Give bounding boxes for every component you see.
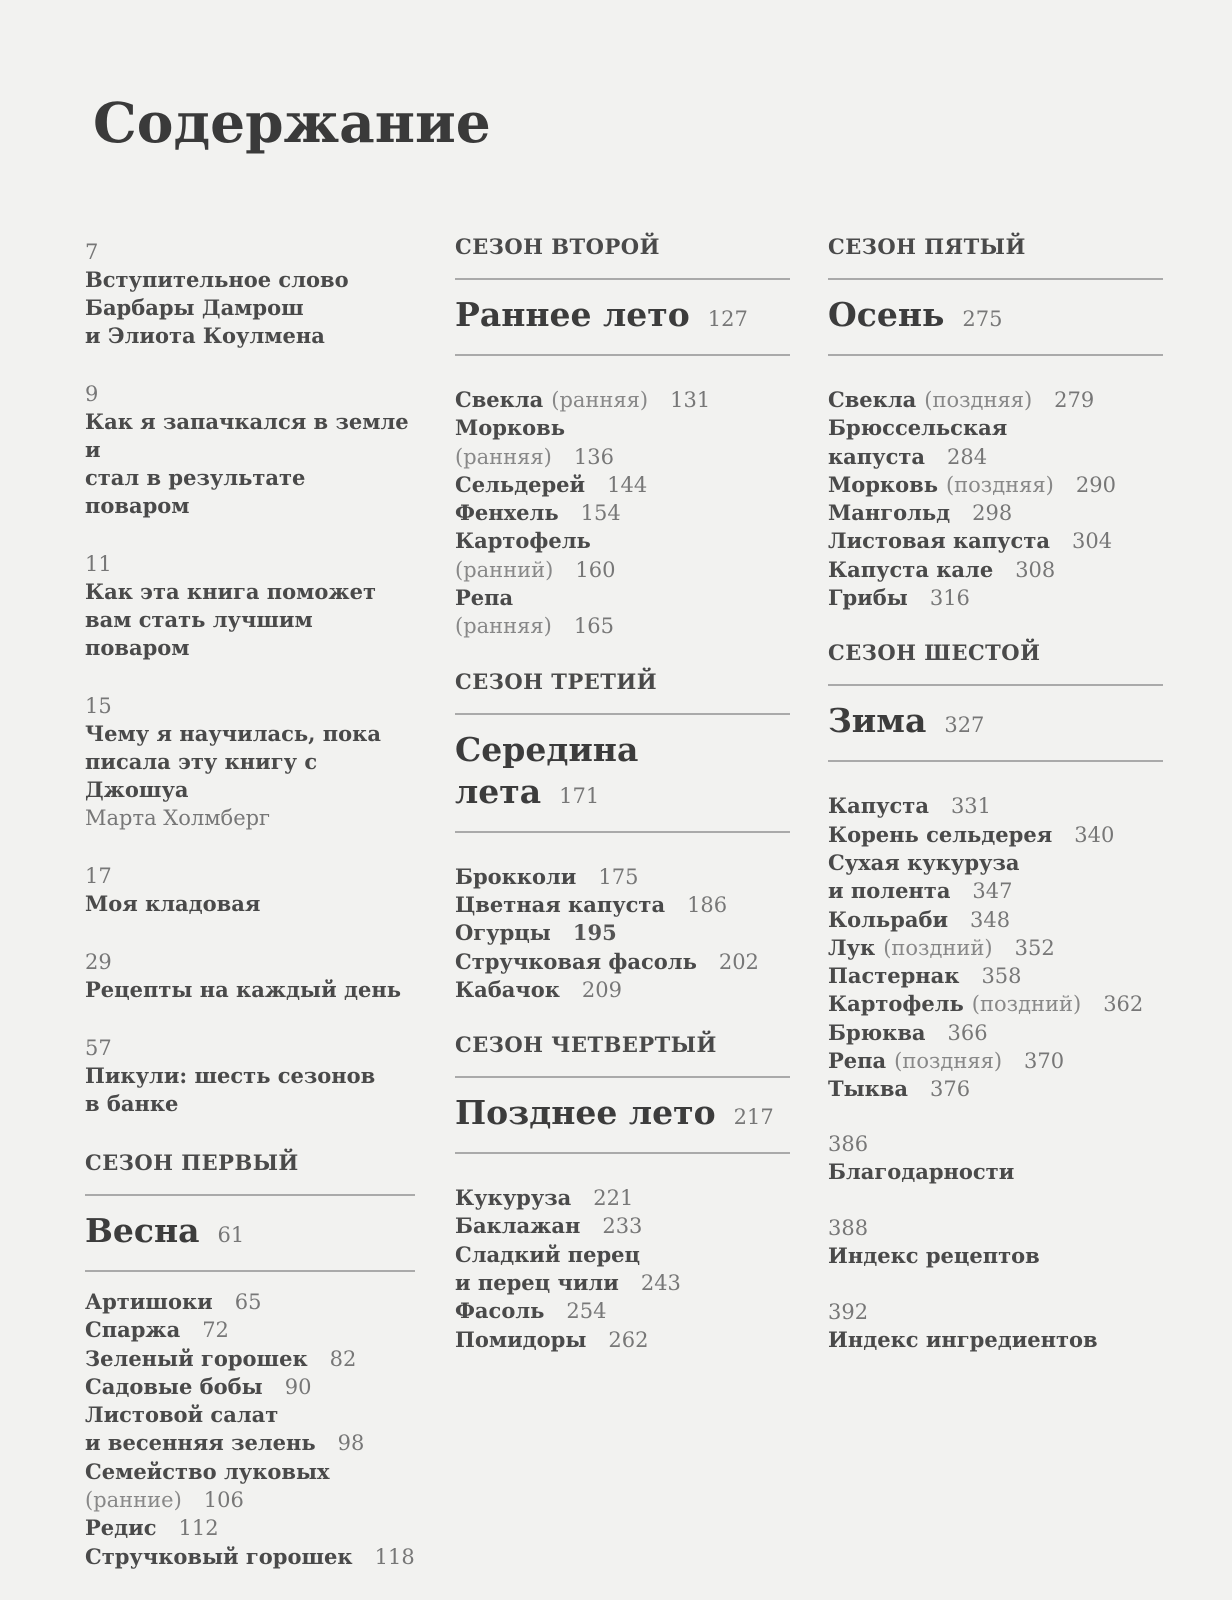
item-name: Кабачок bbox=[455, 976, 560, 1002]
item-page: 366 bbox=[947, 1020, 988, 1045]
item-page: 352 bbox=[1014, 935, 1055, 960]
item-note: (ранний) bbox=[455, 557, 554, 582]
item-name: капуста bbox=[828, 443, 925, 469]
item-name: Сельдерей bbox=[455, 471, 586, 497]
item-name: Корень сельдерея bbox=[828, 821, 1053, 847]
item-name: и полента bbox=[828, 878, 951, 904]
season-label: СЕЗОН ШЕСТОЙ bbox=[828, 638, 1163, 686]
toc-item[interactable] bbox=[828, 990, 1163, 1018]
entry-title-line: Рецепты на каждый день bbox=[85, 977, 401, 1002]
season-page: 61 bbox=[217, 1223, 245, 1247]
item-note: (ранняя) bbox=[551, 388, 649, 412]
item-name: Фасоль bbox=[455, 1298, 545, 1324]
item-name: Спаржа bbox=[85, 1317, 181, 1343]
item-name: Грибы bbox=[828, 585, 908, 611]
toc-item[interactable] bbox=[85, 1514, 415, 1542]
toc-item[interactable] bbox=[828, 1047, 1163, 1075]
entry-page: 29 bbox=[85, 950, 112, 974]
season-items bbox=[455, 1184, 790, 1354]
toc-item[interactable] bbox=[455, 584, 790, 612]
item-page: 175 bbox=[598, 864, 639, 889]
toc-item[interactable] bbox=[455, 499, 790, 527]
item-name: Лук bbox=[828, 934, 876, 960]
entry-title-line: Как я запачкался в земле и bbox=[85, 409, 409, 462]
season-page: 275 bbox=[962, 307, 1003, 331]
item-name: Пастернак bbox=[828, 963, 960, 989]
toc-item[interactable] bbox=[828, 556, 1163, 584]
season-items bbox=[455, 863, 790, 1004]
toc-item[interactable] bbox=[455, 1269, 790, 1297]
season-6 bbox=[828, 638, 1163, 1103]
item-page: 279 bbox=[1054, 388, 1095, 412]
item-name: и весенняя зелень bbox=[85, 1430, 316, 1456]
entry-page: 386 bbox=[828, 1131, 869, 1156]
toc-item[interactable] bbox=[455, 386, 790, 414]
toc-item[interactable] bbox=[828, 414, 1163, 442]
item-name: Брюква bbox=[828, 1019, 926, 1045]
item-name: Стручковая фасоль bbox=[455, 948, 697, 974]
season-items bbox=[455, 386, 790, 641]
item-name: Кольраби bbox=[828, 906, 949, 932]
toc-column-1 bbox=[85, 238, 415, 1597]
item-page: 72 bbox=[202, 1318, 229, 1343]
toc-item[interactable] bbox=[455, 1212, 790, 1240]
item-name: Репа bbox=[455, 585, 514, 611]
season-heading[interactable] bbox=[85, 1196, 415, 1272]
season-name: Позднее лето bbox=[455, 1093, 716, 1133]
item-page: 331 bbox=[950, 794, 992, 819]
toc-entry[interactable] bbox=[85, 238, 415, 350]
toc-item[interactable] bbox=[828, 934, 1163, 962]
toc-item[interactable] bbox=[455, 471, 790, 499]
entry-page: 57 bbox=[85, 1036, 112, 1060]
toc-entry[interactable] bbox=[828, 1214, 1163, 1270]
season-heading[interactable] bbox=[455, 1078, 790, 1154]
item-name: Капуста кале bbox=[828, 556, 994, 582]
toc-item[interactable] bbox=[455, 527, 790, 555]
toc-item[interactable] bbox=[455, 1184, 790, 1212]
item-page: 348 bbox=[970, 907, 1011, 932]
toc-item[interactable] bbox=[828, 471, 1163, 499]
item-page: 144 bbox=[607, 472, 648, 497]
item-name: Фенхель bbox=[455, 500, 559, 526]
item-name: Зеленый горошек bbox=[85, 1345, 308, 1371]
toc-item[interactable] bbox=[85, 1316, 415, 1344]
season-heading[interactable] bbox=[828, 280, 1163, 356]
item-name: Листовой салат bbox=[85, 1402, 279, 1428]
item-page: 209 bbox=[581, 977, 622, 1002]
toc-entry[interactable] bbox=[85, 380, 415, 520]
item-page: 118 bbox=[374, 1544, 415, 1569]
toc-item[interactable] bbox=[85, 1288, 415, 1316]
toc-item[interactable] bbox=[85, 1345, 415, 1373]
item-page: 347 bbox=[972, 879, 1013, 904]
toc-item[interactable] bbox=[828, 962, 1163, 990]
toc-item[interactable] bbox=[85, 1373, 415, 1401]
entry-title-line: Как эта книга поможет bbox=[85, 579, 377, 604]
toc-item[interactable] bbox=[828, 443, 1163, 471]
entry-title-line: Моя кладовая bbox=[85, 891, 261, 916]
season-page: 217 bbox=[733, 1105, 774, 1130]
item-note: (поздний) bbox=[971, 992, 1082, 1017]
item-name: Свекла bbox=[828, 387, 917, 412]
season-label: СЕЗОН ТРЕТИЙ bbox=[455, 667, 790, 715]
toc-item[interactable] bbox=[455, 976, 790, 1004]
toc-item[interactable] bbox=[828, 906, 1163, 934]
item-name: Картофель bbox=[828, 991, 964, 1017]
toc-item[interactable] bbox=[85, 1458, 415, 1486]
item-name: Капуста bbox=[828, 793, 929, 819]
back-matter-list bbox=[828, 1130, 1163, 1354]
item-name: Мангольд bbox=[828, 500, 951, 526]
toc-entry[interactable] bbox=[85, 1034, 415, 1118]
season-items bbox=[828, 386, 1163, 612]
toc-item[interactable] bbox=[455, 863, 790, 891]
season-label: СЕЗОН ВТОРОЙ bbox=[455, 232, 790, 280]
item-name: Картофель bbox=[455, 528, 591, 554]
entry-page: 11 bbox=[85, 552, 112, 576]
entry-page: 7 bbox=[85, 240, 99, 264]
toc-item[interactable] bbox=[85, 1486, 415, 1514]
item-page: 298 bbox=[972, 501, 1013, 526]
toc-entry[interactable] bbox=[85, 550, 415, 662]
season-label: СЕЗОН ЧЕТВЕРТЫЙ bbox=[455, 1030, 790, 1078]
toc-entry[interactable] bbox=[828, 1130, 1163, 1186]
item-note: (поздний) bbox=[883, 935, 993, 960]
item-page: 340 bbox=[1074, 822, 1115, 847]
season-name: Раннее лето bbox=[455, 295, 690, 334]
toc-entry[interactable] bbox=[85, 862, 415, 918]
item-page: 233 bbox=[602, 1214, 643, 1239]
entry-title-line: Вступительное слово bbox=[85, 267, 349, 292]
item-page: 243 bbox=[640, 1271, 681, 1296]
item-page: 284 bbox=[947, 444, 988, 469]
item-page: 376 bbox=[930, 1077, 971, 1102]
toc-item[interactable] bbox=[828, 821, 1163, 849]
item-page: 112 bbox=[178, 1516, 219, 1541]
item-page: 98 bbox=[337, 1431, 365, 1456]
toc-item[interactable] bbox=[455, 1241, 790, 1269]
season-5 bbox=[828, 232, 1163, 612]
item-page: 65 bbox=[234, 1290, 262, 1314]
toc-item[interactable] bbox=[828, 792, 1163, 820]
item-name: Репа bbox=[828, 1048, 887, 1074]
item-name: Свекла bbox=[455, 387, 544, 412]
toc-item[interactable] bbox=[455, 443, 790, 471]
page-title: Содержание bbox=[93, 90, 491, 155]
item-name: Сухая кукуруза bbox=[828, 849, 1020, 875]
season-2 bbox=[455, 232, 790, 641]
entry-title-line: писала эту книгу с Джошуа bbox=[85, 749, 318, 802]
intro-list bbox=[85, 238, 415, 1118]
item-page: 358 bbox=[981, 964, 1022, 989]
season-heading[interactable] bbox=[828, 686, 1163, 762]
season-label: СЕЗОН ПЯТЫЙ bbox=[828, 232, 1163, 280]
item-page: 362 bbox=[1103, 992, 1144, 1017]
item-page: 308 bbox=[1015, 557, 1056, 582]
toc-item[interactable] bbox=[455, 612, 790, 640]
season-page: 171 bbox=[559, 783, 600, 808]
toc-item[interactable] bbox=[828, 877, 1163, 905]
season-4 bbox=[455, 1030, 790, 1354]
item-name: Артишоки bbox=[85, 1289, 213, 1314]
entry-title: Индекс ингредиентов bbox=[828, 1326, 1098, 1352]
item-page: 136 bbox=[573, 444, 614, 469]
item-page: 195 bbox=[572, 920, 617, 946]
item-name: Морковь bbox=[828, 471, 938, 497]
item-name: Листовая капуста bbox=[828, 528, 1050, 554]
item-note: (поздняя) bbox=[924, 388, 1033, 412]
item-page: 82 bbox=[329, 1346, 357, 1371]
item-page: 262 bbox=[608, 1327, 649, 1352]
toc-item[interactable] bbox=[455, 891, 790, 919]
item-name: Баклажан bbox=[455, 1213, 581, 1239]
season-name: Зима bbox=[828, 701, 927, 741]
entry-title-line: и Элиота Коулмена bbox=[85, 323, 325, 348]
season-3 bbox=[455, 667, 790, 1004]
toc-column-2 bbox=[455, 232, 790, 1380]
season-label: СЕЗОН ПЕРВЫЙ bbox=[85, 1148, 415, 1196]
item-name: Брюссельская bbox=[828, 415, 1008, 441]
toc-item[interactable] bbox=[828, 584, 1163, 612]
item-page: 165 bbox=[573, 614, 614, 639]
toc-item[interactable] bbox=[828, 499, 1163, 527]
item-name: Сладкий перец bbox=[455, 1241, 641, 1267]
entry-page: 392 bbox=[828, 1299, 869, 1324]
toc-item[interactable] bbox=[828, 386, 1163, 414]
toc-item[interactable] bbox=[828, 1075, 1163, 1103]
item-page: 370 bbox=[1024, 1049, 1065, 1074]
item-name: и перец чили bbox=[455, 1270, 619, 1296]
toc-entry[interactable] bbox=[85, 948, 415, 1004]
item-name: Помидоры bbox=[455, 1326, 587, 1352]
entry-title-line: в банке bbox=[85, 1091, 179, 1116]
season-name: Весна bbox=[85, 1211, 200, 1250]
item-name: Тыква bbox=[828, 1076, 909, 1102]
toc-item[interactable] bbox=[455, 1326, 790, 1354]
toc-item[interactable] bbox=[455, 919, 790, 947]
toc-item[interactable] bbox=[85, 1429, 415, 1457]
item-name: Кукуруза bbox=[455, 1185, 572, 1211]
item-name: Садовые бобы bbox=[85, 1373, 263, 1399]
toc-column-3 bbox=[828, 232, 1163, 1382]
season-page: 327 bbox=[944, 713, 985, 738]
entry-title-line: стал в результате поваром bbox=[85, 465, 306, 518]
toc-entry[interactable] bbox=[85, 692, 415, 832]
item-name: Огурцы bbox=[455, 920, 551, 946]
item-page: 221 bbox=[593, 1186, 634, 1211]
item-note: (ранние) bbox=[85, 1488, 182, 1513]
entry-page: 17 bbox=[85, 864, 112, 888]
item-name: Брокколи bbox=[455, 863, 577, 889]
item-note: (поздняя) bbox=[945, 472, 1054, 497]
season-name-line-2: лета bbox=[455, 771, 542, 811]
item-note: (поздняя) bbox=[894, 1049, 1003, 1074]
season-name-line-1: Середина bbox=[455, 729, 639, 769]
season-items bbox=[85, 1288, 415, 1571]
season-items bbox=[828, 792, 1163, 1103]
toc-item[interactable] bbox=[455, 414, 790, 442]
season-page: 127 bbox=[707, 307, 748, 331]
item-note: (ранняя) bbox=[455, 444, 552, 469]
season-heading[interactable] bbox=[455, 715, 790, 833]
item-page: 106 bbox=[203, 1488, 244, 1513]
item-page: 131 bbox=[670, 388, 711, 412]
toc-item[interactable] bbox=[828, 1019, 1163, 1047]
item-page: 202 bbox=[718, 949, 759, 974]
item-name: Стручковый горошек bbox=[85, 1543, 353, 1569]
season-1 bbox=[85, 1148, 415, 1571]
entry-title-line: Чему я научилась, пока bbox=[85, 721, 381, 746]
item-name: Морковь bbox=[455, 415, 565, 441]
toc-entry[interactable] bbox=[828, 1298, 1163, 1354]
item-note: (ранняя) bbox=[455, 614, 552, 639]
toc-item[interactable] bbox=[828, 527, 1163, 555]
item-name: Редис bbox=[85, 1515, 157, 1541]
item-page: 290 bbox=[1075, 472, 1116, 497]
season-heading[interactable] bbox=[455, 280, 790, 356]
entry-page: 9 bbox=[85, 382, 99, 406]
entry-author: Марта Холмберг bbox=[85, 806, 271, 830]
entry-title-line: вам стать лучшим поваром bbox=[85, 607, 313, 660]
toc-item[interactable] bbox=[85, 1401, 415, 1429]
item-page: 160 bbox=[575, 557, 616, 582]
toc-item[interactable] bbox=[455, 556, 790, 584]
item-page: 304 bbox=[1071, 529, 1113, 554]
toc-item[interactable] bbox=[85, 1543, 415, 1571]
item-name: Семейство луковых bbox=[85, 1458, 330, 1484]
entry-title: Индекс рецептов bbox=[828, 1242, 1040, 1268]
item-page: 154 bbox=[580, 501, 621, 526]
toc-item[interactable] bbox=[828, 849, 1163, 877]
entry-title: Благодарности bbox=[828, 1158, 1015, 1184]
entry-page: 15 bbox=[85, 694, 112, 718]
item-page: 316 bbox=[929, 586, 970, 611]
item-page: 254 bbox=[566, 1299, 607, 1324]
season-name: Осень bbox=[828, 295, 945, 334]
entry-title-line: Пикули: шесть сезонов bbox=[85, 1063, 376, 1088]
entry-title-line: Барбары Дамрош bbox=[85, 295, 304, 320]
toc-item[interactable] bbox=[455, 1297, 790, 1325]
item-page: 186 bbox=[687, 892, 728, 917]
toc-item[interactable] bbox=[455, 948, 790, 976]
entry-page: 388 bbox=[828, 1215, 869, 1240]
item-name: Цветная капуста bbox=[455, 891, 666, 917]
item-page: 90 bbox=[284, 1374, 312, 1399]
